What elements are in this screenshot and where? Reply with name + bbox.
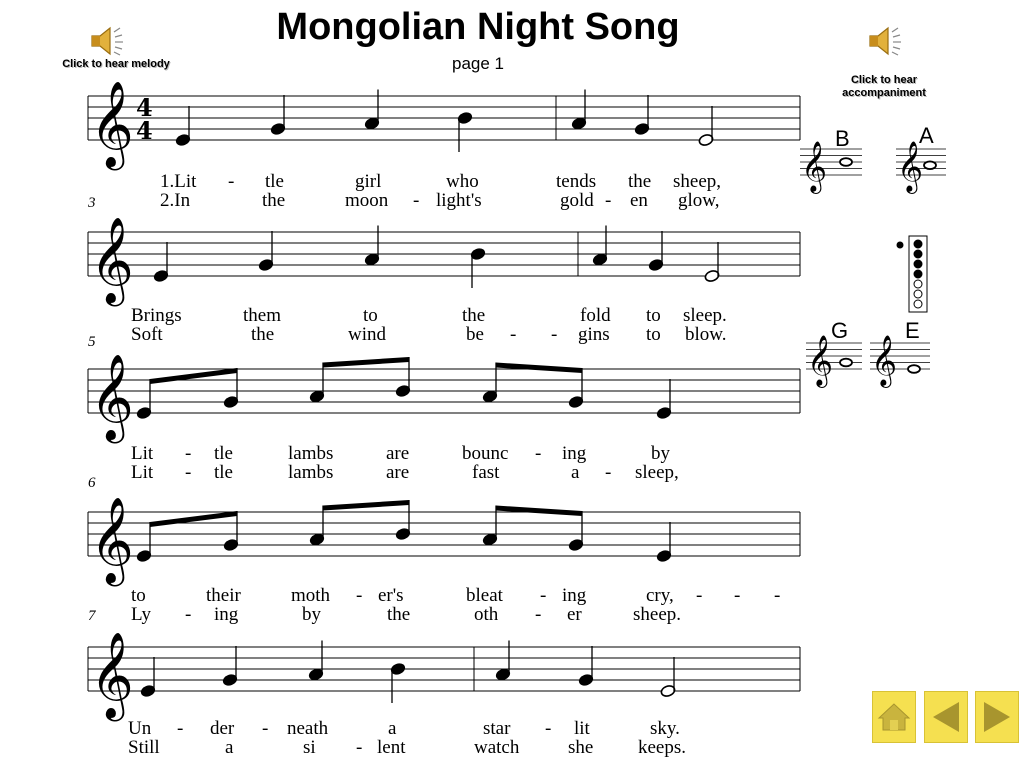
lyric-syllable: lambs bbox=[288, 462, 334, 483]
covered-hole bbox=[914, 240, 922, 248]
measure-number: 5 bbox=[88, 334, 96, 350]
lyric-syllable: lent bbox=[377, 737, 406, 758]
lyric-syllable: girl bbox=[355, 171, 382, 192]
lyric-syllable: glow, bbox=[678, 190, 720, 211]
lyric-syllable: gins bbox=[578, 324, 610, 345]
whole-note-g bbox=[840, 359, 852, 367]
lyric-syllable: the bbox=[251, 324, 275, 345]
note-label-a: A bbox=[919, 123, 934, 148]
treble-clef: 𝄞 bbox=[90, 354, 134, 440]
lyric-syllable: - bbox=[177, 718, 184, 739]
lyric-syllable: tle bbox=[265, 171, 284, 192]
melody-audio-label: Click to hear melody bbox=[62, 58, 170, 70]
accompaniment-audio-label: Click to hear accompaniment bbox=[842, 74, 926, 99]
treble-clef: 𝄞 bbox=[871, 335, 898, 386]
note-beam bbox=[496, 363, 582, 374]
lyric-syllable: - bbox=[551, 324, 558, 345]
covered-hole bbox=[914, 250, 922, 258]
lyric-syllable: the bbox=[262, 190, 286, 211]
thumb-hole bbox=[897, 242, 904, 249]
lyric-syllable: blow. bbox=[685, 324, 727, 345]
next-button[interactable] bbox=[975, 691, 1019, 743]
open-hole bbox=[914, 300, 922, 308]
lyric-syllable: ing bbox=[214, 604, 239, 625]
covered-hole bbox=[914, 270, 922, 278]
whole-note-b bbox=[840, 158, 852, 166]
lyric-syllable: sheep. bbox=[633, 604, 682, 625]
time-signature-bottom: 4 bbox=[136, 116, 153, 145]
lyric-syllable: - bbox=[540, 585, 547, 606]
treble-clef: 𝄞 bbox=[90, 497, 134, 583]
measure-number: 7 bbox=[88, 608, 96, 624]
lyric-syllable: bounc bbox=[462, 443, 509, 464]
treble-clef: 𝄞 bbox=[90, 632, 134, 718]
note-beam bbox=[496, 506, 582, 517]
lyric-syllable: - bbox=[605, 462, 612, 483]
lyric-syllable: keeps. bbox=[638, 737, 687, 758]
lyric-syllable: - bbox=[185, 462, 192, 483]
lyric-syllable: are bbox=[386, 462, 410, 483]
lyric-syllable: the bbox=[462, 305, 486, 326]
lyric-syllable: Lit bbox=[131, 462, 154, 483]
lyric-syllable: a bbox=[571, 462, 580, 483]
treble-clef: 𝄞 bbox=[897, 141, 924, 192]
lyric-syllable: moth bbox=[291, 585, 331, 606]
lyric-syllable: cry, bbox=[646, 585, 674, 606]
lyric-syllable: - bbox=[535, 443, 542, 464]
lyric-syllable: - bbox=[535, 604, 542, 625]
lyric-syllable: light's bbox=[436, 190, 482, 211]
lyric-syllable: - bbox=[734, 585, 741, 606]
lyric-syllable: - bbox=[356, 585, 363, 606]
measure-number: 6 bbox=[88, 475, 96, 491]
note-label-e: E bbox=[905, 318, 920, 343]
lyric-syllable: them bbox=[243, 305, 281, 326]
lyric-syllable: the bbox=[628, 171, 652, 192]
lyric-syllable: gold bbox=[560, 190, 594, 211]
lyric-syllable: bleat bbox=[466, 585, 503, 606]
lyric-syllable: watch bbox=[474, 737, 520, 758]
lyric-syllable: lit bbox=[574, 718, 590, 739]
lyric-syllable: sheep, bbox=[673, 171, 722, 192]
lyric-syllable: er's bbox=[378, 585, 404, 606]
lyric-syllable: be bbox=[466, 324, 484, 345]
lyric-syllable: star bbox=[483, 718, 511, 739]
lyric-syllable: Lit bbox=[131, 443, 154, 464]
lyric-syllable: Soft bbox=[131, 324, 163, 345]
lyric-syllable: - bbox=[262, 718, 269, 739]
lyric-syllable: sky. bbox=[650, 718, 680, 739]
lyric-syllable: - bbox=[413, 190, 420, 211]
lyric-syllable: to bbox=[363, 305, 378, 326]
treble-clef: 𝄞 bbox=[801, 141, 828, 192]
treble-clef: 𝄞 bbox=[90, 217, 134, 303]
lyric-syllable: tle bbox=[214, 462, 233, 483]
lyric-syllable: by bbox=[302, 604, 321, 625]
note-beam bbox=[150, 368, 237, 384]
lyric-syllable: Still bbox=[128, 737, 160, 758]
note-beam bbox=[323, 500, 409, 511]
lyric-syllable: by bbox=[651, 443, 670, 464]
lyric-syllable: to bbox=[131, 585, 146, 606]
lyric-syllable: lambs bbox=[288, 443, 334, 464]
note-label-b: B bbox=[835, 126, 850, 151]
lyric-syllable: who bbox=[446, 171, 479, 192]
lyric-syllable: sleep. bbox=[683, 305, 727, 326]
open-hole bbox=[914, 290, 922, 298]
lyric-syllable: ing bbox=[562, 585, 587, 606]
lyric-syllable: tle bbox=[214, 443, 233, 464]
lyric-syllable: ing bbox=[562, 443, 587, 464]
lyric-syllable: - bbox=[185, 604, 192, 625]
lyric-syllable: are bbox=[386, 443, 410, 464]
lyric-syllable: 2.In bbox=[160, 190, 191, 211]
lyric-syllable: - bbox=[510, 324, 517, 345]
page-title: Mongolian Night Song bbox=[276, 6, 680, 48]
lyric-syllable: the bbox=[387, 604, 411, 625]
arrow-left-icon bbox=[925, 692, 967, 742]
lyric-syllable: a bbox=[388, 718, 397, 739]
lyric-syllable: - bbox=[774, 585, 781, 606]
home-button[interactable] bbox=[872, 691, 916, 743]
lyric-syllable: Ly bbox=[131, 604, 152, 625]
home-icon bbox=[873, 692, 915, 742]
lyric-syllable: fast bbox=[472, 462, 500, 483]
note-label-g: G bbox=[831, 318, 849, 343]
lyric-syllable: 1.Lit bbox=[160, 171, 197, 192]
lyric-syllable: wind bbox=[348, 324, 386, 345]
measure-number: 3 bbox=[88, 195, 96, 211]
whole-note-a bbox=[924, 161, 936, 169]
lyric-syllable: to bbox=[646, 324, 661, 345]
lyric-syllable: - bbox=[185, 443, 192, 464]
note-beam bbox=[150, 511, 237, 527]
lyric-syllable: - bbox=[356, 737, 363, 758]
lyric-syllable: fold bbox=[580, 305, 611, 326]
whole-note-e bbox=[908, 365, 920, 373]
lyric-syllable: to bbox=[646, 305, 661, 326]
lyric-syllable: oth bbox=[474, 604, 499, 625]
lyric-syllable: Brings bbox=[131, 305, 182, 326]
lyric-syllable: en bbox=[630, 190, 648, 211]
lyric-syllable: - bbox=[605, 190, 612, 211]
lyric-syllable: neath bbox=[287, 718, 329, 739]
lyric-syllable: - bbox=[696, 585, 703, 606]
lyric-syllable: a bbox=[225, 737, 234, 758]
treble-clef: 𝄞 bbox=[807, 335, 834, 386]
lyric-syllable: sleep, bbox=[635, 462, 679, 483]
lyric-syllable: tends bbox=[556, 171, 597, 192]
lyric-syllable: Un bbox=[128, 718, 152, 739]
page-number: page 1 bbox=[452, 54, 504, 73]
open-hole bbox=[914, 280, 922, 288]
lyric-syllable: der bbox=[210, 718, 235, 739]
treble-clef: 𝄞 bbox=[90, 81, 134, 167]
lyric-syllable: er bbox=[567, 604, 582, 625]
lyric-syllable: - bbox=[228, 171, 235, 192]
lyric-syllable: - bbox=[545, 718, 552, 739]
lyric-syllable: si bbox=[303, 737, 316, 758]
covered-hole bbox=[914, 260, 922, 268]
lyric-syllable: their bbox=[206, 585, 241, 606]
previous-button[interactable] bbox=[924, 691, 968, 743]
lyric-syllable: she bbox=[568, 737, 594, 758]
lyric-syllable: moon bbox=[345, 190, 389, 211]
note-beam bbox=[323, 357, 409, 368]
time-signature-top: 4 bbox=[136, 93, 153, 122]
arrow-right-icon bbox=[976, 692, 1018, 742]
